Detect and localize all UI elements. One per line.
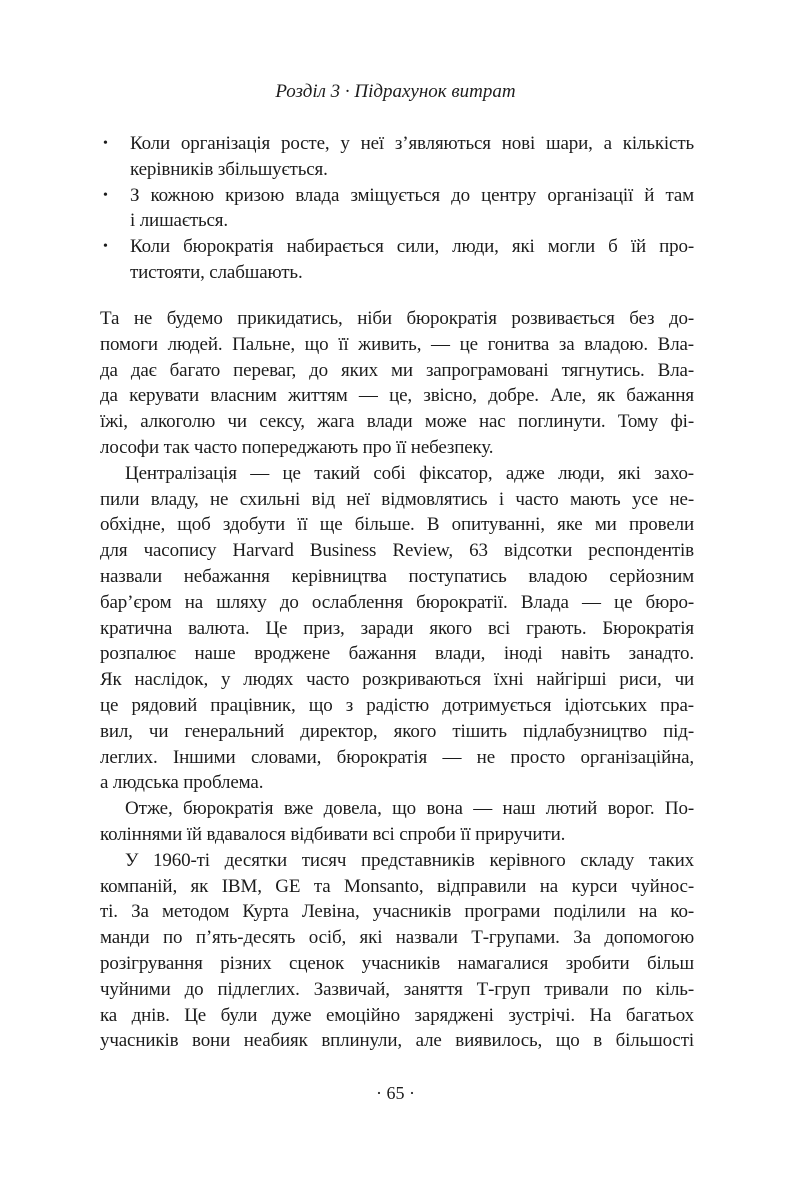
text-line: назвали небажання керівництва поступатись владою серйозним: [100, 565, 694, 587]
text-line: тистояти, слабшають.: [130, 261, 303, 283]
text-line: • З кожною кризою влада зміщується до центру організації й там: [100, 183, 694, 209]
text-line: компаній, як IBM, GE та Monsanto, відправили на курси чуйнос-: [100, 875, 694, 897]
text-line: У 1960-ті десятки тисяч представників керівного складу таких: [125, 849, 694, 871]
text-line: Та не будемо прикидатись, ніби бюрократія розвивається без до-: [100, 308, 694, 329]
text-line: • Коли організація росте, у неї з’являються нові шари, а кількість: [100, 131, 694, 157]
text-line: ті. За методом Курта Левіна, учасників програми поділили на ко-: [100, 901, 694, 923]
text-line: чуйними до підлеглих. Зазвичай, заняття Т-груп тривали по кіль-: [100, 978, 694, 1000]
text-line: бар’єром на шляху до ослаблення бюрократії. Влада — це бюро-: [100, 591, 694, 613]
paragraph: [100, 848, 694, 1054]
text-line: обхідне, щоб здобути її ще більше. В опитуванні, яке ми провели: [100, 514, 694, 536]
text-line: • Коли бюрократія набирається сили, люди, які могли б їй про-: [100, 234, 694, 260]
bullet-icon: •: [103, 136, 108, 151]
text-line: лософи так часто попереджають про її небезпеку.: [100, 436, 494, 458]
text-line: пили владу, не схильні від неї відмовлятись і часто мають усе не-: [100, 488, 694, 510]
body-text: [100, 306, 694, 1054]
page-number: · 65 ·: [376, 1083, 415, 1103]
text-line: ка днів. Це були дуже емоційно заряджені зустрічі. На багатьох: [100, 1004, 694, 1026]
text-line: керівників збільшується.: [130, 158, 328, 180]
text-line: розпалює наше вроджене бажання влади, іноді навіть занадто.: [100, 643, 694, 665]
text-line: Як наслідок, у людях часто розкриваються їхні найгірші риси, чи: [100, 669, 694, 691]
bullet-icon: •: [103, 187, 108, 203]
paragraph: [100, 461, 694, 796]
text-line: помоги людей. Пальне, що її живить, — це гонитва за владою. Вла-: [100, 333, 694, 355]
text-line: вил, чи генеральний директор, якого тішить підлабузництво під-: [100, 720, 694, 742]
text-line: розігрування різних сценок учасників намагалися зробити більш: [100, 952, 694, 974]
text-line: і лишається.: [130, 210, 228, 232]
text-line: Централізація — це такий собі фіксатор, адже люди, які захо-: [125, 462, 694, 484]
chapter-running-head: Розділ 3 · Підрахунок витрат: [275, 81, 516, 102]
text-line: це рядовий працівник, що з радістю дотримується ідіотських пра-: [100, 694, 694, 716]
text-line: манди по п’ять-десять осіб, які назвали Т-групами. За допомогою: [100, 927, 694, 949]
text-line: да дає багато переваг, до яких ми запрограмовані тягнутись. Вла-: [100, 359, 694, 381]
text-line: Отже, бюрократія вже довела, що вона — наш лютий ворог. По-: [125, 798, 694, 820]
text-line: леглих. Іншими словами, бюрократія — не просто організаційна,: [100, 746, 694, 768]
paragraph: [100, 306, 694, 461]
bullet-item: [100, 234, 694, 286]
bullet-item: [100, 131, 694, 183]
text-line: да керувати власним життям — це, звісно, добре. Але, як бажання: [100, 385, 694, 407]
bullet-icon: •: [103, 239, 108, 255]
text-line: а людська проблема.: [100, 772, 264, 794]
bullet-item: [100, 183, 694, 235]
paragraph: [100, 796, 694, 848]
text-line: для часопису Harvard Business Review, 63 відсотки респондентів: [100, 540, 694, 562]
text-line: кратична валюта. Це приз, заради якого всі грають. Бюрократія: [100, 617, 694, 639]
text-line: учасників вони неабияк вплинули, але виявилось, що в більшості: [100, 1030, 694, 1052]
bullet-list: [100, 131, 694, 286]
text-line: коліннями їй вдавалося відбивати всі спроби її приручити.: [100, 823, 566, 845]
text-line: їжі, алкоголю чи сексу, жага влади може нас поглинути. Тому фі-: [100, 411, 694, 433]
